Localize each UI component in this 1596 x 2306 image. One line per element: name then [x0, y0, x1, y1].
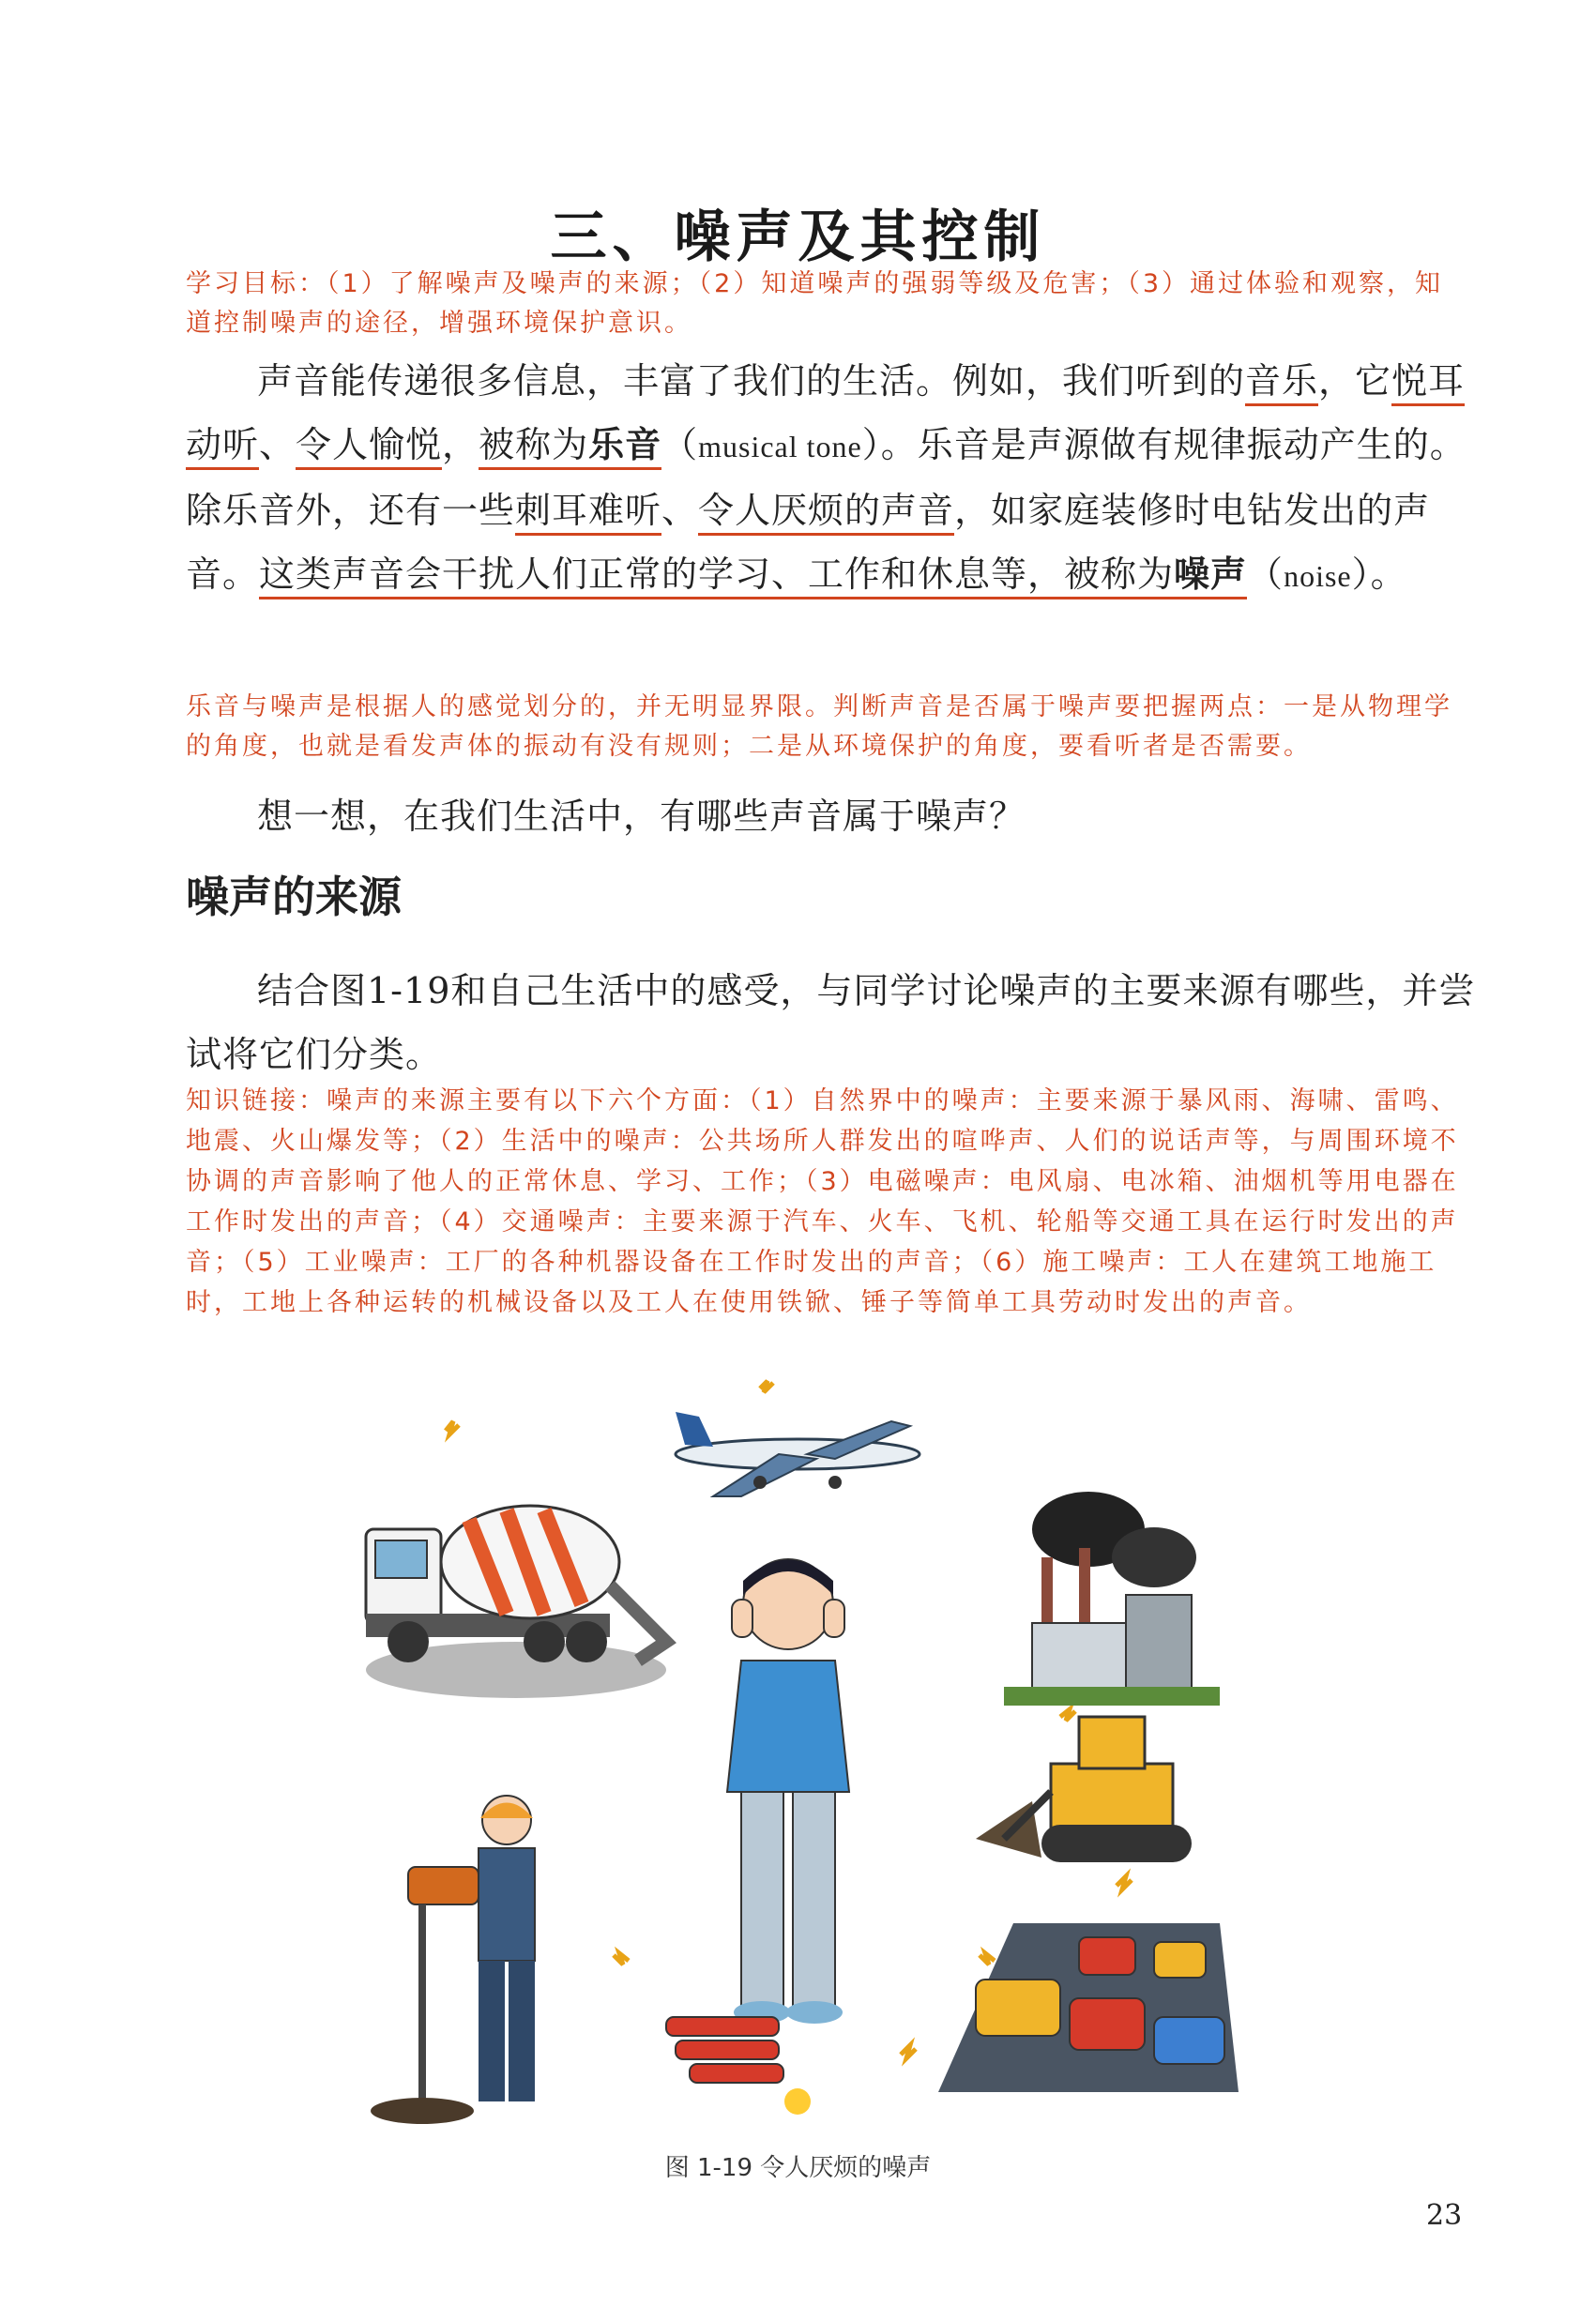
- knowledge-link-annotation: 知识链接：噪声的来源主要有以下六个方面：（1）自然界中的噪声：主要来源于暴风雨、海啸、雷鸣、地震、火山爆发等；（2）生活中的噪声：公共场所人群发出的喧哗声、人们的说话声等，与周围环境不协调的声音影响了他人的正常休息、学习、工作；（3）电磁噪声：电风扇、电冰箱、油烟机等用电器在工作时发出的声音；（4）交通噪声：主要来源于汽车、火车、飞机、轮船等交通工具在运行时发出的声音；（5）工业噪声：工厂的各种机器设备在工作时发出的声音；（6）施工噪声：工人在建筑工地施工时，工地上各种运转的机械设备以及工人在使用铁锨、锤子等简单工具劳动时发出的声音。: [186, 1086, 1459, 1317]
- firecracker-icon: [666, 2017, 811, 2115]
- factory-icon: [1004, 1492, 1220, 1706]
- intro-paragraph: 声音能传递很多信息，丰富了我们的生活。例如，我们听到的音乐，它悦耳动听、令人愉悦，被称为乐音（musical tone）。乐音是声源做有规律振动产生的。除乐音外，还有一些刺耳难听、令人厌烦的声音，如家庭装修时电钻发出的声音。这类声音会干扰人们正常的学习、工作和休息等，被称为噪声（noise）。: [186, 349, 1481, 608]
- bulldozer-icon: [976, 1717, 1192, 1862]
- figure-caption: 图 1-19 令人厌烦的噪声: [664, 2154, 932, 2182]
- discussion-paragraph: 结合图1-19和自己生活中的感受，与同学讨论噪声的主要来源有哪些，并尝试将它们分类。: [186, 970, 1476, 1075]
- worker-drilling-icon: [371, 1796, 535, 2124]
- learning-goal-annotation: 学习目标：（1）了解噪声及噪声的来源；（2）知道噪声的强弱等级及危害；（3）通过体验和观察，知道控制噪声的途径，增强环境保护意识。: [186, 269, 1444, 338]
- cement-truck-icon: [366, 1506, 666, 1698]
- page-number: 23: [1426, 2199, 1463, 2232]
- section-heading: 噪声的来源: [186, 872, 402, 922]
- teacher-note-annotation: 乐音与噪声是根据人的感觉划分的，并无明显界限。判断声音是否属于噪声要把握两点：一是从物理学的角度，也就是看发声体的振动有没有规则；二是从环境保护的角度，要看听者是否需要。: [186, 692, 1452, 761]
- noise-sources-illustration: [319, 1379, 1276, 2130]
- think-prompt: 想一想，在我们生活中，有哪些声音属于噪声？: [257, 796, 1026, 837]
- airplane-icon: [676, 1412, 920, 1496]
- lesson-title: 三、噪声及其控制: [550, 205, 1046, 270]
- traffic-cars-icon: [938, 1923, 1239, 2092]
- boy-covering-ears-icon: [727, 1559, 849, 2024]
